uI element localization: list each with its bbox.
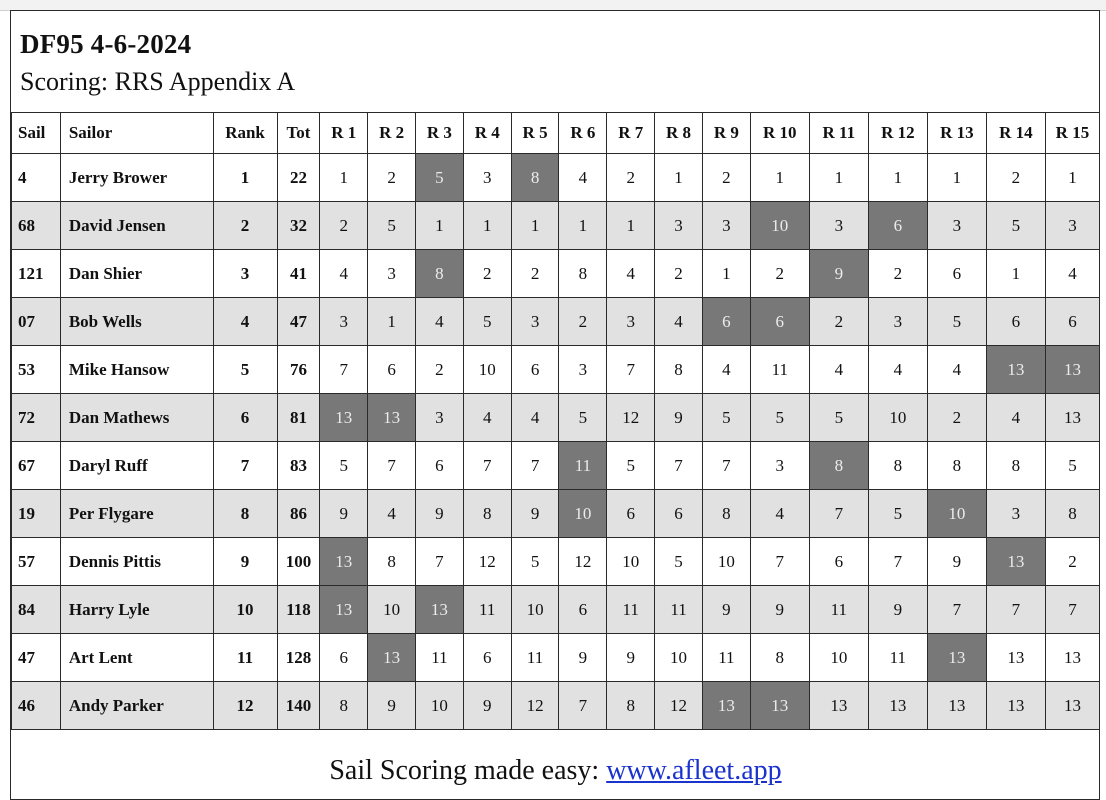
column-header: R 6 bbox=[559, 113, 607, 154]
sailor-cell: Bob Wells bbox=[60, 298, 213, 346]
race-score: 3 bbox=[368, 250, 416, 298]
total-cell: 22 bbox=[277, 154, 320, 202]
dropped-race-score: 10 bbox=[750, 202, 809, 250]
sail-cell: 46 bbox=[12, 682, 61, 730]
dropped-race-score: 13 bbox=[927, 634, 986, 682]
table-row bbox=[12, 538, 1100, 586]
results-table bbox=[11, 112, 1100, 730]
table-row bbox=[12, 154, 1100, 202]
dropped-race-score: 8 bbox=[809, 442, 868, 490]
race-score: 7 bbox=[702, 442, 750, 490]
race-score: 4 bbox=[416, 298, 464, 346]
race-score: 5 bbox=[702, 394, 750, 442]
column-header: R 12 bbox=[868, 113, 927, 154]
table-row bbox=[12, 346, 1100, 394]
race-score: 2 bbox=[986, 154, 1045, 202]
total-cell: 128 bbox=[277, 634, 320, 682]
race-score: 13 bbox=[986, 682, 1045, 730]
sailor-cell: Dan Mathews bbox=[60, 394, 213, 442]
sailor-cell: Harry Lyle bbox=[60, 586, 213, 634]
race-score: 7 bbox=[1045, 586, 1099, 634]
race-score: 5 bbox=[927, 298, 986, 346]
race-score: 8 bbox=[607, 682, 655, 730]
race-score: 8 bbox=[559, 250, 607, 298]
race-score: 11 bbox=[868, 634, 927, 682]
column-header: R 7 bbox=[607, 113, 655, 154]
sailor-cell: David Jensen bbox=[60, 202, 213, 250]
sail-cell: 4 bbox=[12, 154, 61, 202]
race-score: 8 bbox=[320, 682, 368, 730]
table-row bbox=[12, 586, 1100, 634]
dropped-race-score: 8 bbox=[416, 250, 464, 298]
race-score: 4 bbox=[702, 346, 750, 394]
race-score: 10 bbox=[463, 346, 511, 394]
race-score: 6 bbox=[559, 586, 607, 634]
dropped-race-score: 10 bbox=[927, 490, 986, 538]
rank-cell: 8 bbox=[213, 490, 277, 538]
dropped-race-score: 13 bbox=[1045, 346, 1099, 394]
race-score: 13 bbox=[927, 682, 986, 730]
dropped-race-score: 6 bbox=[750, 298, 809, 346]
table-row bbox=[12, 634, 1100, 682]
race-score: 11 bbox=[750, 346, 809, 394]
race-score: 2 bbox=[416, 346, 464, 394]
dropped-race-score: 13 bbox=[320, 538, 368, 586]
column-header: Tot bbox=[277, 113, 320, 154]
total-cell: 86 bbox=[277, 490, 320, 538]
race-score: 8 bbox=[750, 634, 809, 682]
table-row bbox=[12, 490, 1100, 538]
race-score: 1 bbox=[368, 298, 416, 346]
race-score: 13 bbox=[1045, 394, 1099, 442]
race-score: 3 bbox=[927, 202, 986, 250]
sailor-cell: Per Flygare bbox=[60, 490, 213, 538]
race-score: 8 bbox=[702, 490, 750, 538]
rank-cell: 12 bbox=[213, 682, 277, 730]
race-score: 11 bbox=[655, 586, 703, 634]
dropped-race-score: 10 bbox=[559, 490, 607, 538]
rank-cell: 5 bbox=[213, 346, 277, 394]
race-score: 12 bbox=[559, 538, 607, 586]
page-title: DF95 4-6-2024 bbox=[20, 29, 192, 59]
column-header: R 14 bbox=[986, 113, 1045, 154]
sail-cell: 121 bbox=[12, 250, 61, 298]
race-score: 4 bbox=[559, 154, 607, 202]
race-score: 4 bbox=[927, 346, 986, 394]
rank-cell: 1 bbox=[213, 154, 277, 202]
race-score: 10 bbox=[809, 634, 868, 682]
race-score: 6 bbox=[986, 298, 1045, 346]
column-header: R 5 bbox=[511, 113, 559, 154]
rank-cell: 9 bbox=[213, 538, 277, 586]
race-score: 6 bbox=[655, 490, 703, 538]
race-score: 5 bbox=[463, 298, 511, 346]
race-score: 11 bbox=[702, 634, 750, 682]
race-score: 2 bbox=[1045, 538, 1099, 586]
race-score: 1 bbox=[809, 154, 868, 202]
race-score: 6 bbox=[607, 490, 655, 538]
sail-cell: 84 bbox=[12, 586, 61, 634]
race-score: 2 bbox=[702, 154, 750, 202]
column-header: R 3 bbox=[416, 113, 464, 154]
total-cell: 47 bbox=[277, 298, 320, 346]
race-score: 6 bbox=[1045, 298, 1099, 346]
race-score: 12 bbox=[655, 682, 703, 730]
race-score: 2 bbox=[607, 154, 655, 202]
race-score: 3 bbox=[868, 298, 927, 346]
race-score: 6 bbox=[320, 634, 368, 682]
table-row bbox=[12, 298, 1100, 346]
race-score: 2 bbox=[511, 250, 559, 298]
race-score: 7 bbox=[655, 442, 703, 490]
dropped-race-score: 13 bbox=[702, 682, 750, 730]
rank-cell: 7 bbox=[213, 442, 277, 490]
race-score: 4 bbox=[868, 346, 927, 394]
footer bbox=[11, 755, 1100, 787]
sailor-cell: Jerry Brower bbox=[60, 154, 213, 202]
race-score: 3 bbox=[655, 202, 703, 250]
race-score: 3 bbox=[702, 202, 750, 250]
race-score: 2 bbox=[463, 250, 511, 298]
race-score: 1 bbox=[1045, 154, 1099, 202]
race-score: 9 bbox=[463, 682, 511, 730]
race-score: 5 bbox=[511, 538, 559, 586]
race-score: 3 bbox=[463, 154, 511, 202]
race-score: 9 bbox=[927, 538, 986, 586]
race-score: 6 bbox=[463, 634, 511, 682]
race-score: 12 bbox=[607, 394, 655, 442]
race-score: 2 bbox=[750, 250, 809, 298]
race-score: 3 bbox=[750, 442, 809, 490]
race-score: 7 bbox=[320, 346, 368, 394]
race-score: 4 bbox=[368, 490, 416, 538]
race-score: 5 bbox=[1045, 442, 1099, 490]
race-score: 3 bbox=[511, 298, 559, 346]
column-header: R 8 bbox=[655, 113, 703, 154]
race-score: 2 bbox=[559, 298, 607, 346]
race-score: 3 bbox=[809, 202, 868, 250]
race-score: 2 bbox=[368, 154, 416, 202]
total-cell: 81 bbox=[277, 394, 320, 442]
race-score: 5 bbox=[368, 202, 416, 250]
sail-cell: 72 bbox=[12, 394, 61, 442]
table-row bbox=[12, 394, 1100, 442]
race-score: 1 bbox=[702, 250, 750, 298]
race-score: 10 bbox=[416, 682, 464, 730]
race-score: 1 bbox=[868, 154, 927, 202]
results-sheet bbox=[10, 10, 1100, 800]
race-score: 7 bbox=[559, 682, 607, 730]
total-cell: 76 bbox=[277, 346, 320, 394]
race-score: 6 bbox=[368, 346, 416, 394]
dropped-race-score: 13 bbox=[320, 586, 368, 634]
race-score: 9 bbox=[368, 682, 416, 730]
race-score: 13 bbox=[1045, 634, 1099, 682]
total-cell: 118 bbox=[277, 586, 320, 634]
race-score: 13 bbox=[809, 682, 868, 730]
race-score: 8 bbox=[927, 442, 986, 490]
race-score: 9 bbox=[607, 634, 655, 682]
race-score: 7 bbox=[511, 442, 559, 490]
race-score: 5 bbox=[655, 538, 703, 586]
race-score: 7 bbox=[809, 490, 868, 538]
column-header: R 2 bbox=[368, 113, 416, 154]
race-score: 12 bbox=[463, 538, 511, 586]
sailor-cell: Dan Shier bbox=[60, 250, 213, 298]
dropped-race-score: 6 bbox=[702, 298, 750, 346]
dropped-race-score: 13 bbox=[368, 634, 416, 682]
race-score: 10 bbox=[655, 634, 703, 682]
sail-cell: 53 bbox=[12, 346, 61, 394]
race-score: 3 bbox=[320, 298, 368, 346]
race-score: 13 bbox=[868, 682, 927, 730]
race-score: 1 bbox=[463, 202, 511, 250]
race-score: 4 bbox=[463, 394, 511, 442]
column-header: Rank bbox=[213, 113, 277, 154]
race-score: 10 bbox=[511, 586, 559, 634]
race-score: 11 bbox=[463, 586, 511, 634]
total-cell: 100 bbox=[277, 538, 320, 586]
race-score: 4 bbox=[607, 250, 655, 298]
race-score: 13 bbox=[1045, 682, 1099, 730]
rank-cell: 4 bbox=[213, 298, 277, 346]
race-score: 1 bbox=[986, 250, 1045, 298]
race-score: 7 bbox=[607, 346, 655, 394]
race-score: 2 bbox=[809, 298, 868, 346]
race-score: 2 bbox=[320, 202, 368, 250]
race-score: 4 bbox=[809, 346, 868, 394]
race-score: 5 bbox=[320, 442, 368, 490]
race-score: 7 bbox=[368, 442, 416, 490]
dropped-race-score: 13 bbox=[986, 346, 1045, 394]
rank-cell: 6 bbox=[213, 394, 277, 442]
race-score: 1 bbox=[320, 154, 368, 202]
sail-cell: 57 bbox=[12, 538, 61, 586]
total-cell: 41 bbox=[277, 250, 320, 298]
race-score: 6 bbox=[511, 346, 559, 394]
column-header: R 9 bbox=[702, 113, 750, 154]
race-score: 7 bbox=[416, 538, 464, 586]
rank-cell: 3 bbox=[213, 250, 277, 298]
dropped-race-score: 9 bbox=[809, 250, 868, 298]
race-score: 5 bbox=[559, 394, 607, 442]
table-row bbox=[12, 250, 1100, 298]
sail-cell: 68 bbox=[12, 202, 61, 250]
race-score: 12 bbox=[511, 682, 559, 730]
race-score: 11 bbox=[607, 586, 655, 634]
column-header: R 4 bbox=[463, 113, 511, 154]
race-score: 10 bbox=[702, 538, 750, 586]
race-score: 10 bbox=[607, 538, 655, 586]
race-score: 1 bbox=[655, 154, 703, 202]
race-score: 3 bbox=[416, 394, 464, 442]
page-subtitle: Scoring: RRS Appendix A bbox=[20, 67, 296, 96]
race-score: 7 bbox=[463, 442, 511, 490]
column-header: R 11 bbox=[809, 113, 868, 154]
dropped-race-score: 13 bbox=[320, 394, 368, 442]
race-score: 4 bbox=[1045, 250, 1099, 298]
column-header: R 15 bbox=[1045, 113, 1099, 154]
race-score: 6 bbox=[416, 442, 464, 490]
race-score: 10 bbox=[368, 586, 416, 634]
race-score: 5 bbox=[986, 202, 1045, 250]
race-score: 8 bbox=[986, 442, 1045, 490]
results-body bbox=[12, 154, 1100, 730]
race-score: 8 bbox=[368, 538, 416, 586]
dropped-race-score: 6 bbox=[868, 202, 927, 250]
race-score: 7 bbox=[927, 586, 986, 634]
header-row bbox=[12, 113, 1100, 154]
table-row bbox=[12, 682, 1100, 730]
rank-cell: 2 bbox=[213, 202, 277, 250]
race-score: 9 bbox=[655, 394, 703, 442]
race-score: 3 bbox=[1045, 202, 1099, 250]
dropped-race-score: 13 bbox=[750, 682, 809, 730]
dropped-race-score: 13 bbox=[986, 538, 1045, 586]
dropped-race-score: 11 bbox=[559, 442, 607, 490]
race-score: 4 bbox=[320, 250, 368, 298]
race-score: 9 bbox=[702, 586, 750, 634]
race-score: 6 bbox=[927, 250, 986, 298]
sailor-cell: Andy Parker bbox=[60, 682, 213, 730]
race-score: 4 bbox=[511, 394, 559, 442]
column-header: R 1 bbox=[320, 113, 368, 154]
race-score: 5 bbox=[868, 490, 927, 538]
race-score: 4 bbox=[655, 298, 703, 346]
race-score: 10 bbox=[868, 394, 927, 442]
race-score: 9 bbox=[750, 586, 809, 634]
rank-cell: 10 bbox=[213, 586, 277, 634]
race-score: 9 bbox=[416, 490, 464, 538]
total-cell: 140 bbox=[277, 682, 320, 730]
race-score: 9 bbox=[320, 490, 368, 538]
sail-cell: 07 bbox=[12, 298, 61, 346]
race-score: 2 bbox=[655, 250, 703, 298]
race-score: 4 bbox=[750, 490, 809, 538]
race-score: 3 bbox=[559, 346, 607, 394]
total-cell: 32 bbox=[277, 202, 320, 250]
sail-cell: 19 bbox=[12, 490, 61, 538]
race-score: 8 bbox=[1045, 490, 1099, 538]
race-score: 13 bbox=[986, 634, 1045, 682]
dropped-race-score: 13 bbox=[416, 586, 464, 634]
sail-cell: 47 bbox=[12, 634, 61, 682]
sailor-cell: Daryl Ruff bbox=[60, 442, 213, 490]
table-row bbox=[12, 442, 1100, 490]
sailor-cell: Dennis Pittis bbox=[60, 538, 213, 586]
race-score: 9 bbox=[868, 586, 927, 634]
dropped-race-score: 13 bbox=[368, 394, 416, 442]
race-score: 2 bbox=[927, 394, 986, 442]
race-score: 11 bbox=[511, 634, 559, 682]
race-score: 8 bbox=[463, 490, 511, 538]
race-score: 8 bbox=[868, 442, 927, 490]
total-cell: 83 bbox=[277, 442, 320, 490]
table-row bbox=[12, 202, 1100, 250]
race-score: 6 bbox=[809, 538, 868, 586]
column-header: R 13 bbox=[927, 113, 986, 154]
race-score: 4 bbox=[986, 394, 1045, 442]
race-score: 7 bbox=[750, 538, 809, 586]
rank-cell: 11 bbox=[213, 634, 277, 682]
race-score: 7 bbox=[868, 538, 927, 586]
race-score: 1 bbox=[511, 202, 559, 250]
race-score: 1 bbox=[750, 154, 809, 202]
race-score: 5 bbox=[750, 394, 809, 442]
race-score: 9 bbox=[511, 490, 559, 538]
column-header: R 10 bbox=[750, 113, 809, 154]
race-score: 3 bbox=[986, 490, 1045, 538]
race-score: 7 bbox=[986, 586, 1045, 634]
sailor-cell: Art Lent bbox=[60, 634, 213, 682]
dropped-race-score: 8 bbox=[511, 154, 559, 202]
column-header: Sailor bbox=[60, 113, 213, 154]
race-score: 5 bbox=[809, 394, 868, 442]
race-score: 2 bbox=[868, 250, 927, 298]
race-score: 11 bbox=[416, 634, 464, 682]
race-score: 5 bbox=[607, 442, 655, 490]
race-score: 8 bbox=[655, 346, 703, 394]
race-score: 1 bbox=[416, 202, 464, 250]
race-score: 1 bbox=[607, 202, 655, 250]
afleet-link[interactable]: www.afleet.app bbox=[606, 755, 782, 786]
race-score: 1 bbox=[927, 154, 986, 202]
footer-text: Sail Scoring made easy: bbox=[329, 755, 607, 786]
sail-cell: 67 bbox=[12, 442, 61, 490]
race-score: 9 bbox=[559, 634, 607, 682]
race-score: 11 bbox=[809, 586, 868, 634]
column-header: Sail bbox=[12, 113, 61, 154]
sailor-cell: Mike Hansow bbox=[60, 346, 213, 394]
race-score: 1 bbox=[559, 202, 607, 250]
race-score: 3 bbox=[607, 298, 655, 346]
dropped-race-score: 5 bbox=[416, 154, 464, 202]
